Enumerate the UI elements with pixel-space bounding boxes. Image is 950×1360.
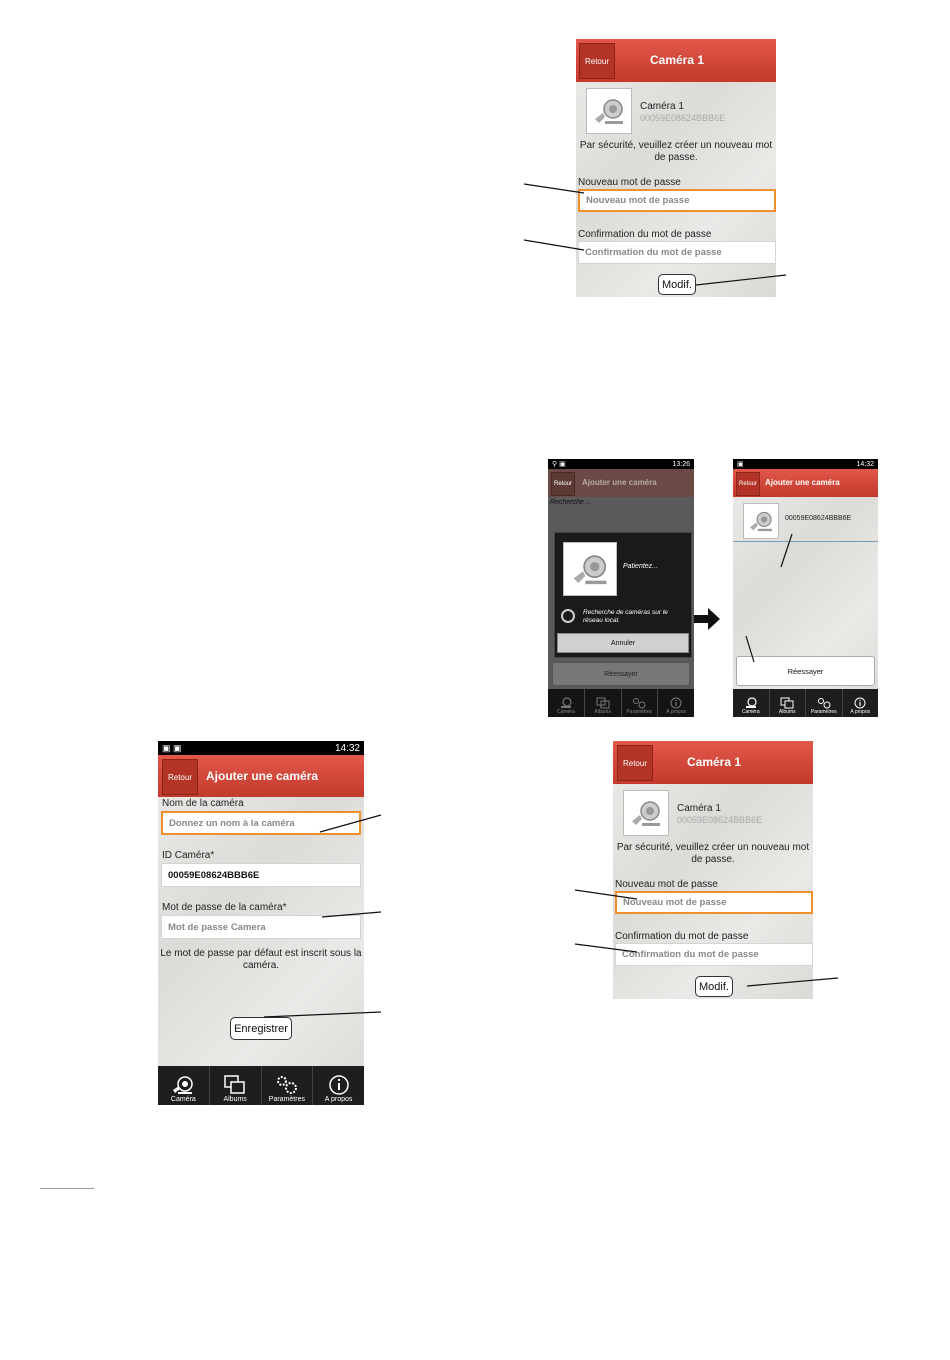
status-time: 14:32 <box>856 460 874 468</box>
tab-label: A propos <box>324 1096 353 1103</box>
tab-label: Caméra <box>170 1096 196 1103</box>
camera-password-label: Mot de passe de la caméra* <box>162 902 287 913</box>
new-password-input[interactable]: Nouveau mot de passe <box>615 891 813 914</box>
retry-button[interactable]: Réessayer <box>552 662 690 686</box>
retry-button[interactable]: Réessayer <box>736 656 875 686</box>
tab-label: A propos <box>666 709 686 715</box>
tab-label: Albums <box>594 709 611 715</box>
new-password-label: Nouveau mot de passe <box>615 879 718 890</box>
page-title: Ajouter une caméra <box>206 769 319 783</box>
confirm-password-input[interactable]: Confirmation du mot de passe <box>615 943 813 966</box>
security-notice: Par sécurité, veuillez créer un nouveau mot de passe. <box>579 140 773 163</box>
tab-label: Albums <box>778 709 796 715</box>
notification-icons: ▣ ▣ <box>162 742 182 753</box>
new-password-label: Nouveau mot de passe <box>578 177 681 188</box>
tab-label: Paramètres <box>626 709 653 715</box>
page-title: Ajouter une caméra <box>582 478 657 487</box>
security-notice: Par sécurité, veuillez créer un nouveau mot de passe. <box>616 842 810 865</box>
back-button[interactable]: Retour <box>162 759 198 795</box>
back-button[interactable]: Retour <box>579 43 615 79</box>
cancel-button[interactable]: Annuler <box>557 633 689 653</box>
camera-id: 00059E08624BBB6E <box>640 113 726 123</box>
modify-button[interactable]: Modif. <box>658 274 696 295</box>
page-title: Caméra 1 <box>650 53 705 67</box>
footnote-rule <box>40 1188 94 1189</box>
back-button[interactable]: Retour <box>551 472 575 496</box>
tab-label: Paramètres <box>268 1096 305 1103</box>
new-password-input[interactable]: Nouveau mot de passe <box>578 189 776 212</box>
camera-name: Caméra 1 <box>640 101 684 112</box>
page-title: Caméra 1 <box>687 755 742 769</box>
dialog-message: Recherche de caméras sur le réseau local. <box>583 609 668 624</box>
tab-label: Caméra <box>556 709 575 715</box>
tab-label: A propos <box>850 709 871 715</box>
tab-label: Albums <box>223 1096 247 1103</box>
notification-icons: ⚲ ▣ <box>552 461 566 468</box>
back-button[interactable]: Retour <box>617 745 653 781</box>
camera-name-label: Nom de la caméra <box>162 798 244 809</box>
status-time: 13:26 <box>672 460 690 468</box>
camera-name: Caméra 1 <box>677 803 721 814</box>
camera-id: 00059E08624BBB6E <box>785 515 852 522</box>
camera-id-input[interactable]: 00059E08624BBB6E <box>161 863 361 887</box>
notification-icons: ▣ <box>737 461 744 468</box>
camera-password-input[interactable]: Mot de passe Camera <box>161 915 361 939</box>
camera-id: 00059E08624BBB6E <box>677 815 763 825</box>
page-title: Ajouter une caméra <box>765 478 840 487</box>
dialog-title: Patientez... <box>623 563 659 570</box>
searching-label: Recherche ... <box>550 499 592 506</box>
back-button[interactable]: Retour <box>736 472 760 496</box>
confirm-password-label: Confirmation du mot de passe <box>615 931 749 942</box>
camera-id-label: ID Caméra* <box>162 850 215 861</box>
confirm-password-label: Confirmation du mot de passe <box>578 229 712 240</box>
password-hint: Le mot de passe par défaut est inscrit sous la caméra. <box>160 948 362 971</box>
camera-name-input[interactable]: Donnez un nom à la caméra <box>161 811 361 835</box>
tab-label: Paramètres <box>810 709 837 715</box>
modify-button[interactable]: Modif. <box>695 976 733 997</box>
confirm-password-input[interactable]: Confirmation du mot de passe <box>578 241 776 264</box>
status-time: 14:32 <box>334 742 360 754</box>
tab-label: Caméra <box>741 709 760 715</box>
save-button[interactable]: Enregistrer <box>230 1017 292 1040</box>
